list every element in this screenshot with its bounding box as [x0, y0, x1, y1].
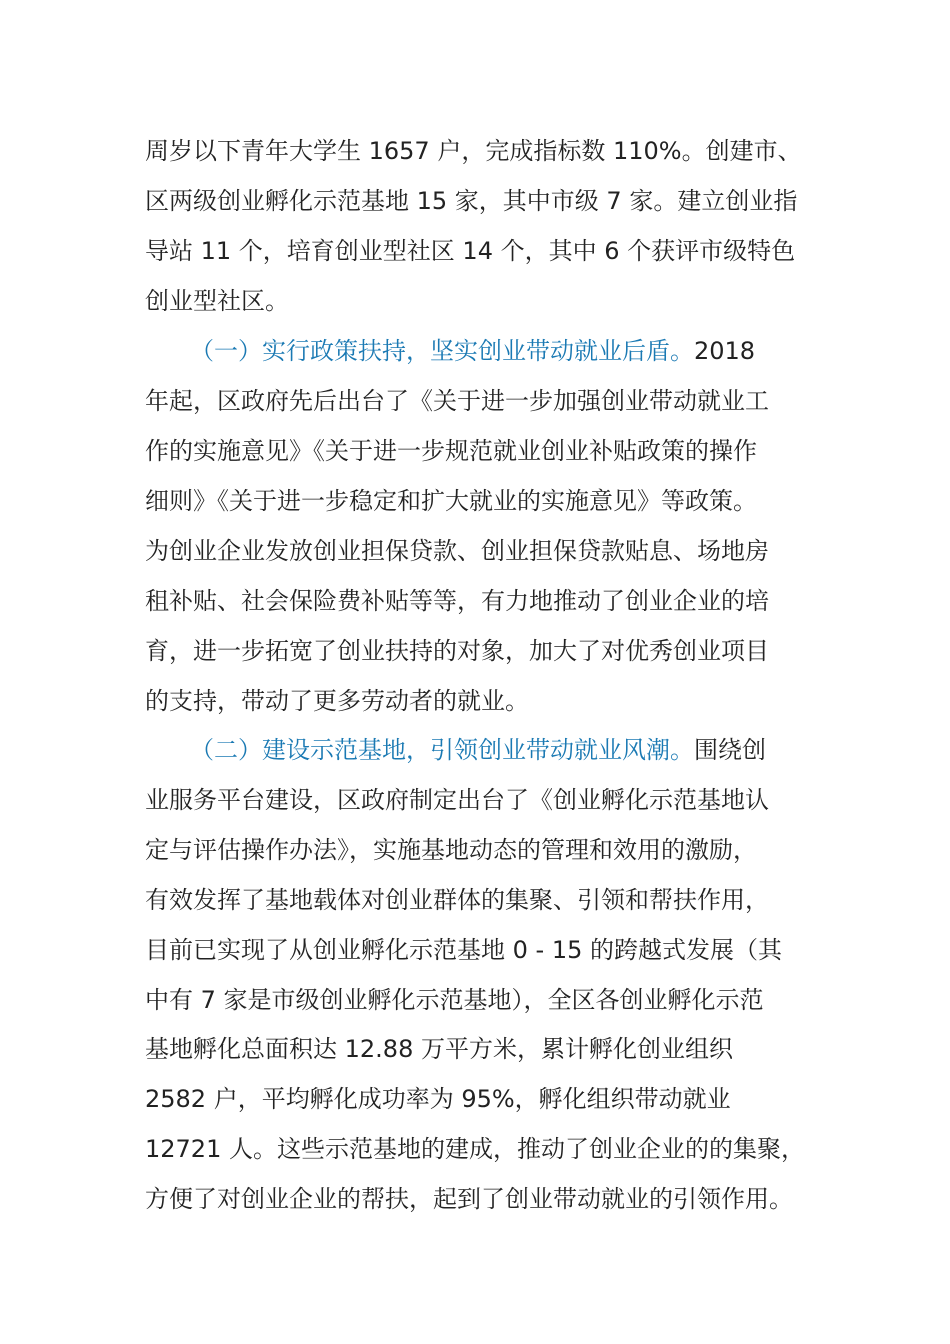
paragraph-line: 方便了对创业企业的帮扶，起到了创业带动就业的引领作用。: [145, 1185, 793, 1213]
section-2-first-line: [190, 735, 766, 765]
paragraph-line: 导站 11 个，培育创业型社区 14 个，其中 6 个获评市级特色: [145, 237, 796, 265]
paragraph-line: 基地孵化总面积达 12.88 万平方米，累计孵化创业组织: [145, 1035, 733, 1063]
section-2-first-line-text: 围绕创: [694, 736, 766, 764]
paragraph-line: 作的实施意见》《关于进一步规范就业创业补贴政策的操作: [145, 437, 757, 465]
paragraph-line: 租补贴、社会保险费补贴等等，有力地推动了创业企业的培: [145, 587, 769, 615]
paragraph-line: 年起，区政府先后出台了《关于进一步加强创业带动就业工: [145, 387, 769, 415]
paragraph-line: 的支持，带动了更多劳动者的就业。: [145, 687, 529, 715]
section-1-first-line-text: 2018: [694, 337, 756, 365]
section-2-heading: （二）建设示范基地，引领创业带动就业风潮。: [190, 736, 694, 764]
paragraph-line: 区两级创业孵化示范基地 15 家，其中市级 7 家。建立创业指: [145, 187, 798, 215]
paragraph-line: 目前已实现了从创业孵化示范基地 0 - 15 的跨越式发展（其: [145, 936, 782, 964]
section-1-first-line: [190, 336, 755, 366]
paragraph-line: 定与评估操作办法》，实施基地动态的管理和效用的激励，: [145, 836, 757, 864]
paragraph-line: 中有 7 家是市级创业孵化示范基地），全区各创业孵化示范: [145, 986, 764, 1014]
paragraph-line: 育，进一步拓宽了创业扶持的对象，加大了对优秀创业项目: [145, 637, 769, 665]
paragraph-line: 有效发挥了基地载体对创业群体的集聚、引领和帮扶作用，: [145, 886, 769, 914]
section-1-heading: （一）实行政策扶持，坚实创业带动就业后盾。: [190, 337, 694, 365]
paragraph-line: 业服务平台建设，区政府制定出台了《创业孵化示范基地认: [145, 786, 769, 814]
paragraph-line: 2582 户，平均孵化成功率为 95%，孵化组织带动就业: [145, 1085, 731, 1113]
paragraph-line: 创业型社区。: [145, 287, 289, 315]
paragraph-line: 12721 人。这些示范基地的建成，推动了创业企业的的集聚，: [145, 1135, 805, 1163]
paragraph-line: 细则》《关于进一步稳定和扩大就业的实施意见》等政策。: [145, 487, 757, 515]
paragraph-line: 周岁以下青年大学生 1657 户，完成指标数 110%。创建市、: [145, 137, 802, 165]
paragraph-line: 为创业企业发放创业担保贷款、创业担保贷款贴息、场地房: [145, 537, 769, 565]
